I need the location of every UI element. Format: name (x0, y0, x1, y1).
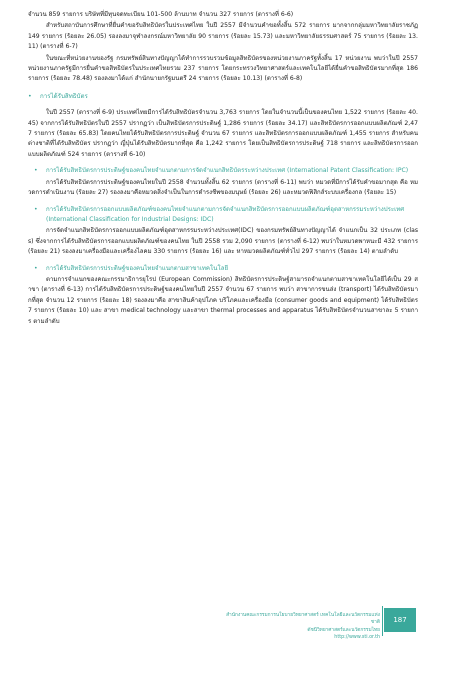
subsection-body-2: การจัดจำแนกสิทธิบัตรการออกแบบผลิตภัณฑ์อุตสาหกรรมระหว่างประเทศ(IDC) ของกรมทรัพย์สินทางปัญญาได้ จำแนกเป็น 32 ประเภท (class) ซึ่งจากการได้รับสิทธิบัตรการออกแบบผลิตภัณฑ์ของคนไทย ในปี 2558 รวม 2,090 รายการ (ตารางที่ 6-12) พบว่าในหมวดพาหนะมี 432 รายการ (ร้อยละ 21) รองลงมาเครื่องมือและเครื่องไลคม 330 รายการ (ร้อยละ 16) และ หาหมวดผลิตภัณฑ์ทั่วไป 297 รายการ (ร้อยละ 14) ตามลำดับ (28, 227, 418, 256)
section-title: การได้รับสิทธิบัตร (40, 92, 88, 100)
footer-org: สำนักงานคณะกรรมการนโยบายวิทยาศาสตร์ เทคโนโลยีและนวัตกรรมแห่งชาติ (226, 613, 380, 626)
subsection-body-1: การได้รับสิทธิบัตรการประดิษฐ์ของคนไทยในปี 2558 จำนวนทั้งสิ้น 62 รายการ (ตารางที่ 6-11) พบว่า หมวดที่มีการได้รับคำขอมากสุด คือ หมวดการดำเนินงาน (ร้อยละ 27) รองลงมาคือหมวดสิ่งจำเป็นในการดำรงชีพของมนุษย์ (ร้อยละ 26) และหมวดฟิสิกส์ระบบเครื่องกล (ร้อยละ 15) (28, 178, 418, 197)
bullet-icon: • (34, 205, 38, 213)
body-paragraph-3: ในขณะที่หน่วยงานของรัฐ กรมทรัพย์สินทางปัญญาได้ทำการรวบรวมข้อมูลสิทธิบัตรของหน่วยงานภาครัฐทั้งสิ้น 17 หน่วยงาน พบว่าในปี 2557 หน่วยงานภาครัฐมีการยื่นคำขอสิทธิบัตรในประเทศไทยรวม 237 รายการ โดยกระทรวงวิทยาศาสตร์และเทคโนโลยีได้ยื่นคำขอสิทธิบัตรมากที่สุด 186 รายการ (ร้อยละ 78.48) รองลงมาได้แก่ สำนักนายกรัฐมนตรี 24 รายการ (ร้อยละ 10.13) (ตารางที่ 6-8) (28, 54, 418, 83)
page-number: 187 (384, 608, 416, 632)
subsection-heading-2 (28, 205, 418, 226)
subsection-title: การได้รับสิทธิบัตรการประดิษฐ์ของคนไทยจำแนกตามการจัดจำแนกสิทธิบัตรระหว่างประเทศ (International Patent Classification: IPC) (46, 167, 409, 175)
subsection-heading-3 (28, 264, 418, 274)
subsection-title: การได้รับสิทธิบัตรการออกแบบผลิตภัณฑ์ของคนไทยจำแนกตามการจัดจำแนกสิทธิบัตรการออกแบบผลิตภัณฑ์อุตสาหกรรมระหว่างประเทศ (International Classification for Industrial Designs: IDC) (46, 205, 405, 223)
subsection-body-3: ตามการจำแนกของคณะกรรมาธิการยุโรป (European Commission) สิทธิบัตรการประดิษฐ์สามารถจำแนกตามสาขาเทคโนโลยีได้เป็น 29 สาขา (ตารางที่ 6-13) การได้รับสิทธิบัตรการประดิษฐ์ของคนไทยในปี 2557 จำนวน 67 รายการ พบว่า สาขาการขนส่ง (transport) ได้รับสิทธิบัตรมากที่สุด จำนวน 12 รายการ (ร้อยละ 18) รองลงมาคือ สาขาสินค้าอุปโภค บริโภคและเครื่องมือ (consumer goods and equipment) ได้รับสิทธิบัตร 7 รายการ (ร้อยละ 10) และ สาขา medical technology และสาขา thermal processes and apparatus ได้รับสิทธิบัตรจำนวนสาขาละ 5 รายการ ตามลำดับ (28, 275, 418, 325)
footer-url[interactable]: http://www.sti.or.th (334, 635, 380, 641)
footer-publication: ดัชนีวิทยาศาสตร์และนวัตกรรมไทย (307, 627, 380, 633)
body-paragraph-2: สำหรับสถาบันการศึกษาที่ยื่นคำขอรับสิทธิบัตรในประเทศไทย ในปี 2557 มีจำนวนคำขอทั้งสิ้น 572 รายการ มากจากกลุ่มมหาวิทยาลัยราชภัฏ 149 รายการ (ร้อยละ 26.05) รองลงมาจุฬาลงกรณ์มหาวิทยาลัย 90 รายการ (ร้อยละ 15.73) และมหาวิทยาลัยธรรมศาสตร์ 75 รายการ (ร้อยละ 13.11) (ตารางที่ 6-7) (28, 22, 418, 51)
bullet-icon: • (28, 92, 32, 100)
body-paragraph-1: จำนวน 859 รายการ บริษัทที่มีทุนจดทะเบียน 101-500 ล้านบาท จำนวน 327 รายการ (ตารางที่ 6-6) (28, 11, 294, 18)
section-heading (28, 92, 418, 102)
page-footer (218, 612, 380, 642)
section-paragraph: ในปี 2557 (ตารางที่ 6-9) ประเทศไทยมีการได้รับสิทธิบัตรจำนวน 3,763 รายการ โดยในจำนวนนี้เป็นของคนไทย 1,522 รายการ (ร้อยละ 40.45) จากการได้รับสิทธิบัตรในปี 2557 ปรากฏว่า เป็นสิทธิบัตรการประดิษฐ์ 1,286 รายการ (ร้อยละ 34.17) และสิทธิบัตรการออกแบบผลิตภัณฑ์ 2,477 รายการ (ร้อยละ 65.83) โดยคนไทยได้รับสิทธิบัตรการประดิษฐ์ จำนวน 67 รายการ และสิทธิบัตรการออกแบบผลิตภัณฑ์ 1,455 รายการ สำหรับคนต่างชาติที่ได้รับสิทธิบัตร ปรากฏว่า ญี่ปุ่นได้รับสิทธิบัตรมากที่สุด คือ 1,242 รายการ โดยเป็นสิทธิบัตรการประดิษฐ์ 718 รายการ และสิทธิบัตรการออกแบบผลิตภัณฑ์ 524 รายการ (ตารางที่ 6-10) (28, 109, 418, 158)
main-content (28, 10, 418, 327)
subsection-title: การได้รับสิทธิบัตรการประดิษฐ์ของคนไทยจำแนกตามสาขาเทคโนโลยี (46, 264, 229, 272)
subsection-heading-1 (28, 166, 418, 176)
bullet-icon: • (34, 167, 38, 175)
footer-divider (382, 606, 383, 636)
bullet-icon: • (34, 264, 38, 272)
